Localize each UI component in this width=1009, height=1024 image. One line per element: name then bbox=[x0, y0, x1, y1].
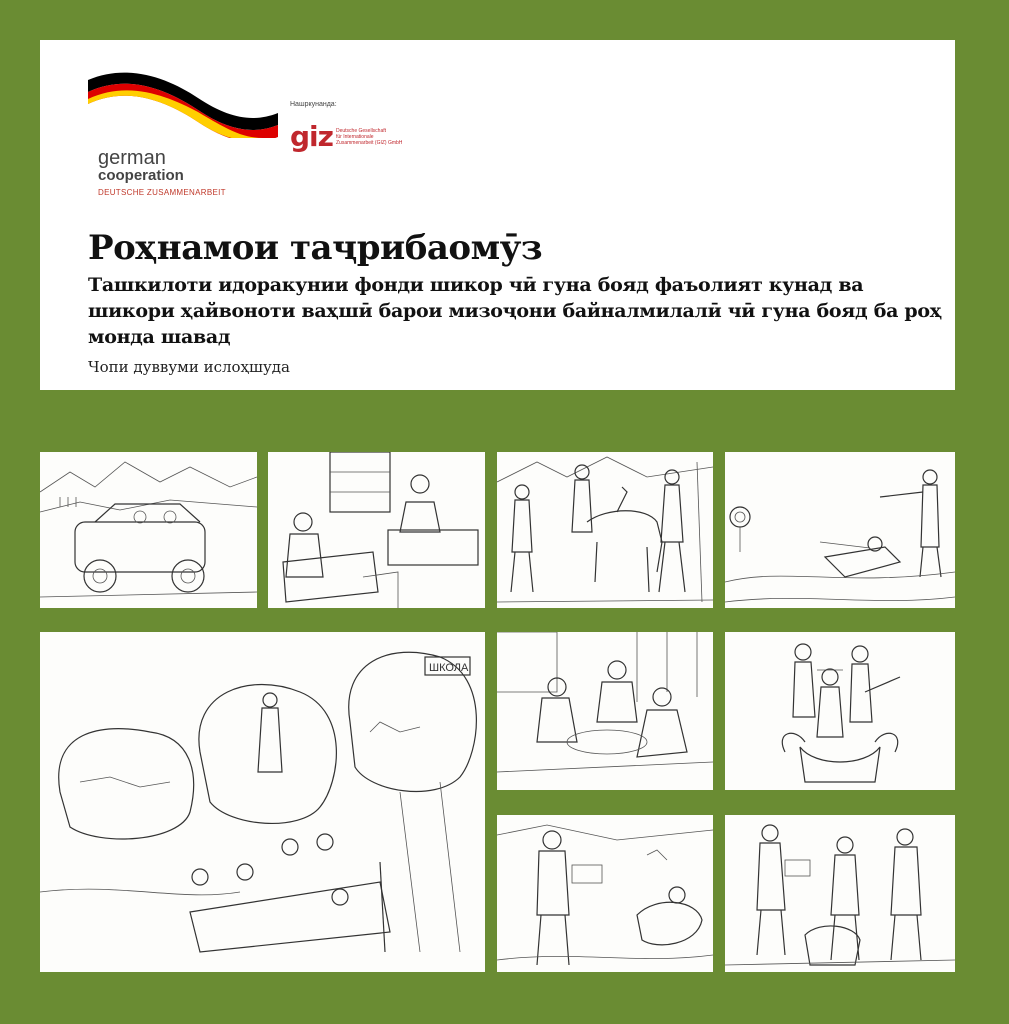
german-cooperation-text-line2: cooperation bbox=[98, 167, 184, 184]
document-subtitle: Ташкилоти идоракунии фонди шикор чӣ гуна бояд фаъолият кунад ва шикори ҳайвоноти ваҳшӣ барои мизоҷони байналмилалӣ чӣ гуна бояд ба роҳ монда шавад bbox=[88, 274, 942, 348]
german-cooperation-text-line1: german bbox=[98, 147, 166, 169]
header-panel bbox=[40, 40, 955, 390]
illustration-hunters-with-trophy bbox=[725, 632, 955, 790]
illustration-hunters-with-donkey bbox=[497, 452, 713, 608]
illustration-car-in-mountains bbox=[40, 452, 257, 608]
document-title: Роҳнамои таҷрибаомӯз bbox=[88, 228, 543, 268]
german-cooperation-logo bbox=[88, 68, 278, 197]
school-sign-text: ШКОЛА bbox=[429, 662, 469, 674]
giz-description: Deutsche Gesellschaft für Internationale Zusammenarbeit (GIZ) GmbH bbox=[336, 128, 403, 146]
giz-mark: giz bbox=[290, 120, 333, 153]
commissioned-by-label: Нашркунанда: bbox=[290, 101, 337, 108]
illustration-hunter-recording-kill bbox=[497, 815, 713, 972]
german-cooperation-text-line3: DEUTSCHE ZUSAMMENARBEIT bbox=[98, 188, 226, 197]
illustration-shooting-target bbox=[725, 452, 955, 608]
illustration-rangers-inspecting bbox=[725, 815, 955, 972]
illustration-men-eating-together bbox=[497, 632, 713, 790]
illustration-office-meeting bbox=[268, 452, 485, 608]
giz-logo bbox=[290, 122, 420, 162]
edition-note: Чопи дуввуми ислоҳшуда bbox=[88, 358, 290, 376]
illustration-village-discussion bbox=[40, 632, 485, 972]
german-flag-icon bbox=[88, 68, 278, 138]
